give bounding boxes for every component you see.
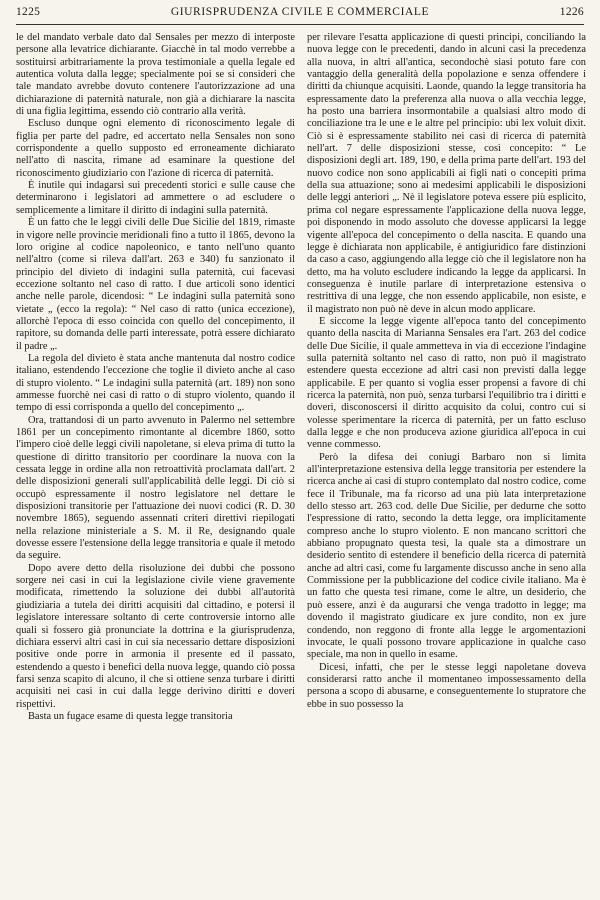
- paragraph: La regola del divieto è stata anche mantenuta dal nostro codice italiano, estendendo l'eccezione che toglie il divieto anche al caso di stupro violento. “ Le indagini sulla paternità (art. 189) non sono ammesse fuorchè nei casi di ratto o di stupro violento, quando il tempo di essi corrisponda a quello del concepimento „.: [16, 352, 295, 414]
- paragraph: Ora, trattandosi di un parto avvenuto in Palermo nel settembre 1861 per un concepimento rimontante al dicembre 1860, sotto l'impero cioè delle leggi civili napoletane, si eleva prima di tutto la questione di diritto transitorio per coordinare la nuova con la cessata legge in ordine alla non retroattività proclamata dall'art. 2 delle disposizioni generali sull'applicabilità delle leggi. Di ciò si occupò espressamente il nostro legislatore nel dettare le disposizioni transitorie per l'attuazione dei nuovi codici (R. D. 30 novembre 1865), seguendo assennati criteri direttivi riepilogati nella relazione ministeriale a S. M. il Re, designando quale dovesse essere l'estensione della legge transitoria e quale il metodo da seguire.: [16, 414, 295, 562]
- paragraph: Dicesi, infatti, che per le stesse leggi napoletane doveva considerarsi ratto anche il momentaneo impossessamento della persona a scopo di abusarne, e conseguentemente lo stupratore che ebbe in suo possesso la: [307, 661, 586, 710]
- text-columns: [16, 32, 586, 894]
- paragraph: Escluso dunque ogni elemento di riconoscimento legale di figlia per parte del padre, ed accertato nella Sensales non sono corrispondente a quello supposto ed erroneamente dichiarato nell'atto di nascita, rimane ad esaminare la questione del riconoscimento giudiziario con l'azione di ricerca di paternità.: [16, 118, 295, 179]
- paragraph: È un fatto che le leggi civili delle Due Sicilie del 1819, rimaste in vigore nelle provincie meridionali fino a tutto il 1865, devono la loro origine al codice napoleonico, e tanto nell'uno quanto nell'altro (come si rileva dall'art. 263 e 340) fu sanzionato il principio del divieto di indagini sulla paternità, cui facevasi eccezione soltanto nel caso di ratto. I due articoli sono identici anche nelle parole, dicendosi: “ Le indagini sulla paternità sono vietate „ (ecco la regola): “ Nel caso di ratto (unica eccezione), allorchè l'epoca di esso coincida con quello del concepimento, il rapitore, su domanda delle parti interessate, potrà essere dichiarato il padre „.: [16, 217, 295, 352]
- running-header: [16, 6, 584, 24]
- paragraph: È inutile qui indagarsi sui precedenti storici e sulle cause che determinarono i legislatori ad ammettere o ad escludere o semplicemente a limitare il diritto di indagini sulla paternità.: [16, 180, 295, 216]
- header-rule: [16, 24, 584, 25]
- paragraph: Però la difesa dei coniugi Barbaro non si limita all'interpretazione estensiva della legge transitoria per estendere la ricerca anche ai casi di stupro contemplato dal nostro codice, come fece il Tribunale, ma fa ricorso ad una più lata interpretazione dello stesso art. 263 cod. delle Due Sicilie, per dedurne che sotto l'espressione di ratto, secondo la detta legge, ora implicitamente compreso anche lo stupro violento. E non mancano scrittori che abbiano propugnato questa tesi, la quale sta a dimostrare un desiderio sentito di estendere il beneficio della ricerca di paternità anche ad altri casi, come fu largamente discusso anche in seno alla Commissione per la pubblicazione del codice civile italiano. Ma è un fatto che questa tesi rimane, come le altre, un desiderio, che può essere, anzi è da augurarsi che venga tradotto in legge; ma dovendo il magistrato giudicare ex jure condito, non ex jure condendo, non reggono di fronte alla legge le argomentazioni invocate, le quali possono trovare applicazione in qualche caso speciale, ma non in quello in esame.: [307, 451, 586, 661]
- paragraph: E siccome la legge vigente all'epoca tanto del concepimento quanto della nascita di Marianna Sensales era l'art. 263 del codice delle Due Sicilie, il quale ammetteva in via di eccezione l'indagine sulla paternità soltanto nel caso di ratto, non può il magistrato estendere questa eccezione ad altri casi non previsti dalla legge applicabile. E per quanto si voglia esser propensi a favore di chi ricerca la paternità, non può, senza turbarsi l'equilibrio tra i diritti e doveri, disconoscersi il diritto acquisito da colui, contro cui si volesse sperimentare la ricerca di paternità, per un fatto escluso dalla legge e che non produceva azione giuridica all'epoca in cui venne commesso.: [307, 315, 586, 451]
- left-column: [16, 32, 295, 894]
- paragraph: le del mandato verbale dato dal Sensales per mezzo di interposte persone alla levatrice dichiarante. Giacchè in tal modo verrebbe a sostituirsi arbitrariamente la prova testimoniale a quella legale ed autentica voluta dalla legge; specialmente poi se si consideri che tale mandato avrebbe dovuto contenere l'autorizzazione ad una dichiarazione di paternità naturale, non già a dichiarare la nascita di una figlia legittima, essendo ciò contrario alla verità.: [16, 32, 295, 118]
- journal-title: GIURISPRUDENZA CIVILE E COMMERCIALE: [170, 6, 430, 18]
- paragraph: Dopo avere detto della risoluzione dei dubbi che possono sorgere nei casi in cui la legislazione civile viene gravemente modificata, rimettendo la soluzione dei dubbi all'autorità giudiziaria a tutela dei diritti acquisiti dal cittadino, e potersi il legislatore interessare soltanto di certe controversie intorno alle quali si fossero già pronunciate la dottrina e la giurisprudenza, dichiara esservi altri casi in cui sia necessario dettare disposizioni positive onde porre in armonia il presente ed il passato, estendendo a questo i benefici della nuova legge, quando ciò possa farsi senza scapito di alcuno, il che si ottiene senza turbare i diritti acquisiti nei casi in cui dalla legge derivino diritti e doveri rispettivi.: [16, 562, 295, 710]
- left-page-number: 1225: [16, 6, 41, 18]
- right-page-number: 1226: [559, 6, 584, 18]
- paragraph: per rilevare l'esatta applicazione di questi principi, conciliando la nuova legge con le precedenti, dando in alcuni casi la precedenza alla nuova, in altri all'antica, secondochè siasi potuto fare con vantaggio della generalità della popolazione e senza offendere i diritti da chiunque acquisiti. Laonde, quando la legge transitoria ha espressamente dato la preferenza alla nuova o alla vecchia legge, ha posto una barriera insormontabile a qualsiasi altro modo di conciliazione tra le une e le altre pel principio: ubi lex voluit dixit. Ciò si è espressamente stabilito nei casi di ricerca di paternità nell'art. 7 delle disposizioni stesse, così concepito: “ Le disposizioni degli art. 189, 190, e della prima parte dell'art. 193 del nuovo codice non sono applicabili ai figli nati o concepiti prima della sua attuazione; sono ai medesimi applicabili le disposizioni delle leggi anteriori „. Nè il legislatore poteva essere più esplicito, prima col negare espressamente l'applicazione della nuova legge, poi disponendo in modo assoluto che dovesse applicarsi la legge vigente all'epoca del concepimento o della nascita. E quando una legge è dichiarata non applicabile, è antigiuridico fare distinzioni da caso a caso, aggiungendo alla legge ciò che il legislatore non ha detto, ma ha voluto escludere indicando la legge da applicarsi. In conseguenza è inutile parlare di interpretazione estensiva o restrittiva di una legge, che non essendo applicabile, non esiste, e il magistrato non può nè deve in alcun modo applicare.: [307, 32, 586, 315]
- right-column: [307, 32, 586, 894]
- paragraph: Basta un fugace esame di questa legge transitoria: [28, 710, 233, 722]
